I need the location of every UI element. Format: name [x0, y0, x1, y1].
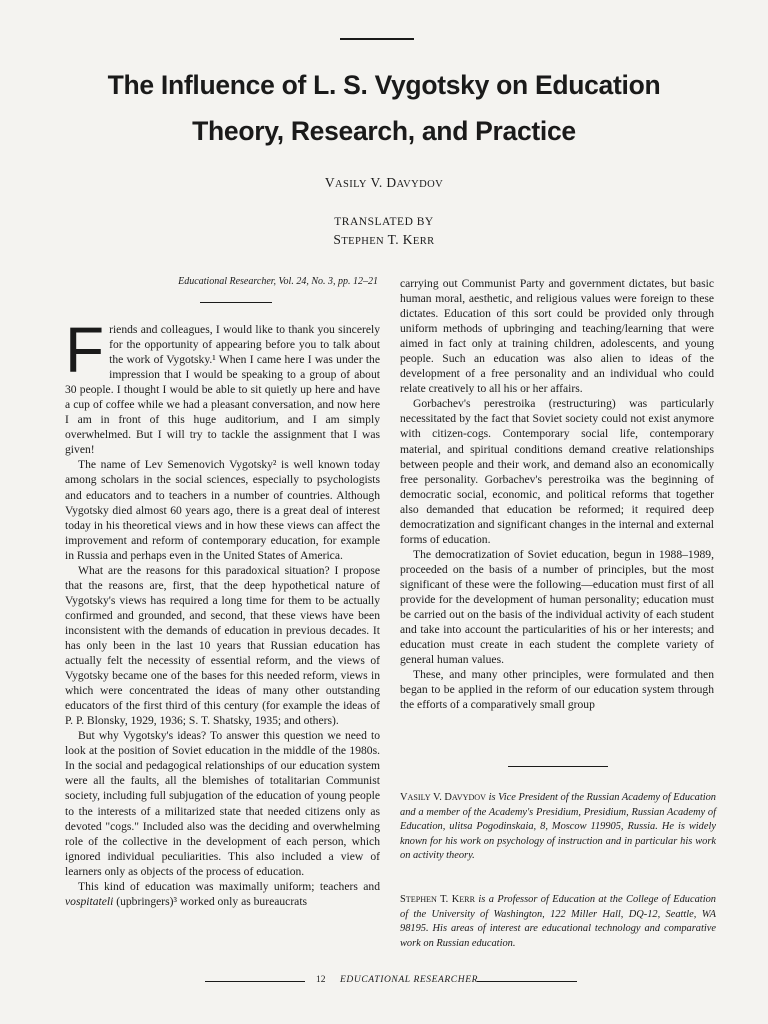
page-number: 12 [316, 975, 326, 985]
paragraph-1: Friends and colleagues, I would like to thank you sincerely for the opportunity of appearing before you to talk about the work of Vygotsky.¹ When I came here I was under the impression that I would be speaking to a group of about 30 people. I thought I would be able to sit quietly up here and have a cup of coffee while we had a pleasant conversation, and now here I am in front of this huge auditorium, and I am simply overwhelmed. But I will try to tackle the assignment that I was given! [65, 314, 380, 457]
article-title [40, 62, 728, 154]
journal-name: EDUCATIONAL RESEARCHER [340, 975, 479, 985]
paragraph-2: The name of Lev Semenovich Vygotsky² is well known today among scholars in the social sciences, especially to psychologists and educators and to teachers in a number of countries. Although Vygotsky died almost 60 years ago, there is a great deal of interest today in his theoretical views and in how these views can affect the improvement and reform of contemporary education, for example in Russia and perhaps even in the United States of America. [65, 458, 380, 562]
top-rule [340, 38, 414, 40]
paragraph-9: These, and many other principles, were formulated and then began to be applied in the reform of our education system through the efforts of a comparatively small group [400, 668, 714, 712]
translated-by-label: TRANSLATED BY [334, 216, 434, 228]
paragraph-5: This kind of education was maximally uniform; teachers and vospitateli (upbringers)³ worked only as bureaucrats [65, 879, 380, 908]
bio-kerr: STEPHEN T. KERR is a Professor of Education at the College of Education of the University of Washington, 122 Miller Hall, DQ-12, Seattle, WA 98195. His areas of interest are educational technology and comparative work on Russian education. [400, 894, 716, 949]
footer-rule-left [205, 981, 305, 982]
left-column [65, 314, 380, 909]
bio-rule [508, 766, 608, 767]
right-column [400, 276, 714, 712]
citation-rule [200, 302, 272, 303]
title-line-2: Theory, Research, and Practice [192, 116, 576, 146]
paragraph-4: But why Vygotsky's ideas? To answer this question we need to look at the position of Soviet education in the middle of the 1980s. In the social and pedagogical relationships of our education system were all the faults, all the blemishes of totalitarian Communist society, including full subjugation of the education of young people to the interests of a militarized state that needed citizens only as devoted "cogs." Included also was the deciding and overwhelming role of the collective in the development of each person, which ignored individual peculiarities. This also included a view of learners only as objects of the process of education. [65, 729, 380, 878]
drop-cap: F [65, 314, 105, 386]
bio-davydov: VASILY V. DAVYDOV is Vice President of the Russian Academy of Education and a member of the Academy's Presidium, Presidium, Russian Academy of Education, ulitsa Pogodinskaia, 8, Moscow 119905, Russia. He is widely known for his work on psychology of instruction and in particular his work on activity theory. [400, 792, 716, 862]
paragraph-7: Gorbachev's perestroika (restructuring) was particularly necessitated by the fact that Soviet society could not exist anymore with citizen-cogs. Contemporary social life, contemporary material, and spiritual conditions demand creative relationships between people and their work, and demand also an economically free personality. Gorbachev's perestroika was the beginning of democratic social, economic, and political reforms that together also demanded that education be reformed; it required deep democratization and significant changes in the internal and external forms of education. [400, 397, 714, 546]
author-name: VASILY V. DAVYDOV [324, 175, 444, 190]
paragraph-6: carrying out Communist Party and government dictates, but basic human moral, aesthetic, and religious values were foreign to these dictates. Education of this sort could be provided only through uniform methods of upbringing and teaching/learning that were aimed in fact only at training children, adolescents, and young people. Such an education was also alien to ideas of the development of a free personality and an individual who could relate creatively to all his or her affairs. [400, 277, 714, 396]
paragraph-3: What are the reasons for this paradoxical situation? I propose that the reasons are, first, that the deep hypothetical nature of Vygotsky's views has required a long time for them to be actually confirmed and grounded, and second, that these views have been inconsistent with the demands of education in previous decades. It has only been in the last 10 years that Russian education has actually felt the necessity of essential reform, and the views of Vygotsky became one of the bases for this needed reform, views in which were concentrated the ideas of many other outstanding educators of the first third of this century (for example the ideas of P. P. Blonsky, 1929, 1936; S. T. Shatsky, 1935; and others). [65, 563, 380, 728]
translator-name: STEPHEN T. KERR [333, 232, 435, 247]
paragraph-8: The democratization of Soviet education, begun in 1988–1989, proceeded on the basis of a number of principles, but the most significant of these were the following—education must first of all provide for the development of human personality; education must be carried out on the basis of the individual activity of each student and take into account the particularities of his or her interests; and education must create in each student the complete variety of general human values. [400, 547, 714, 667]
citation: Educational Researcher, Vol. 24, No. 3, pp. 12–21 [178, 276, 378, 287]
title-line-1: The Influence of L. S. Vygotsky on Education [107, 70, 661, 100]
footer-rule-right [477, 981, 577, 982]
